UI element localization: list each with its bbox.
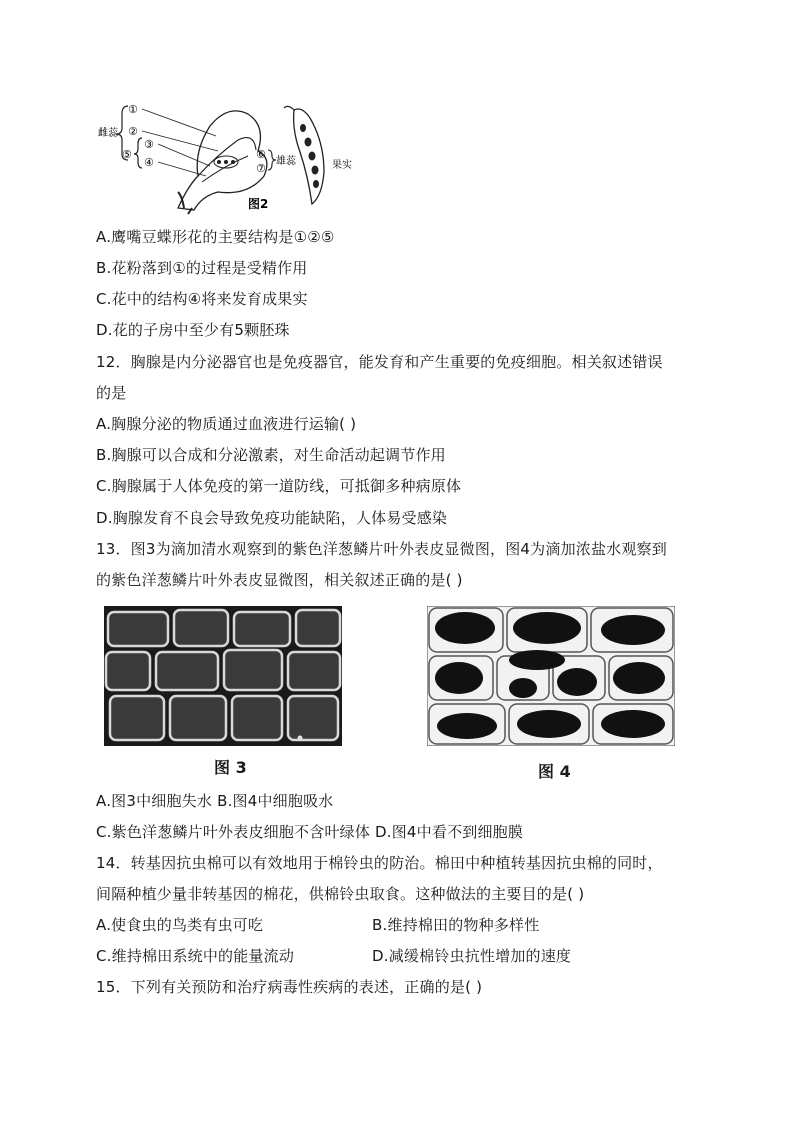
figure-3-micrograph	[104, 606, 342, 746]
q12-option-a: A.胸腺分泌的物质通过血液进行运输( )	[96, 415, 357, 433]
q11-option-c: C.花中的结构④将来发育成果实	[96, 290, 308, 308]
label-stamen: 雄蕊	[276, 156, 296, 167]
q13-options-line2: C.紫色洋葱鳞片叶外表皮细胞不含叶绿体 D.图4中看不到细胞膜	[96, 823, 524, 841]
q12-option-d: D.胸腺发育不良会导致免疫功能缺陷，人体易受感染	[96, 509, 448, 527]
q13-stem-line2: 的紫色洋葱鳞片叶外表皮显微图，相关叙述正确的是( )	[96, 571, 463, 589]
q11-option-d: D.花的子房中至少有5颗胚珠	[96, 321, 290, 339]
marker-4: ④	[144, 156, 154, 169]
q12-stem-line1: 12．胸腺是内分泌器官也是免疫器官，能发育和产生重要的免疫细胞。相关叙述错误	[96, 353, 663, 371]
marker-6: ⑥	[256, 148, 266, 161]
q14-option-d: D.减缓棉铃虫抗性增加的速度	[372, 947, 572, 965]
q11-option-a: A.鹰嘴豆蝶形花的主要结构是①②⑤	[96, 228, 335, 246]
q14-option-c: C.维持棉田系统中的能量流动	[96, 947, 295, 965]
figure-3-caption: 图 3	[214, 758, 247, 777]
q12-option-b: B.胸腺可以合成和分泌激素，对生命活动起调节作用	[96, 446, 446, 464]
q14-option-a: A.使食虫的鸟类有虫可吃	[96, 916, 264, 934]
figure-2-caption: 图2	[248, 197, 269, 211]
marker-1: ①	[128, 103, 138, 116]
marker-3: ③	[144, 138, 154, 151]
marker-5: ⑤	[122, 148, 132, 161]
q14-stem-line2: 间隔种植少量非转基因的棉花，供棉铃虫取食。这种做法的主要目的是( )	[96, 885, 585, 903]
marker-2: ②	[128, 125, 138, 138]
label-fruit: 果实	[332, 160, 352, 171]
q13-stem-line1: 13．图3为滴加清水观察到的紫色洋葱鳞片叶外表皮显微图，图4为滴加浓盐水观察到	[96, 540, 667, 558]
q14-stem-line1: 14．转基因抗虫棉可以有效地用于棉铃虫的防治。棉田中种植转基因抗虫棉的同时，	[96, 854, 663, 872]
figure-4-micrograph	[427, 606, 675, 746]
q12-option-c: C.胸腺属于人体免疫的第一道防线，可抵御多种病原体	[96, 477, 462, 495]
q15-stem: 15．下列有关预防和治疗病毒性疾病的表述，正确的是( )	[96, 978, 483, 996]
label-pistil: 雌蕊	[98, 128, 118, 139]
q11-option-b: B.花粉落到①的过程是受精作用	[96, 259, 308, 277]
figure-2-flower-diagram	[98, 96, 368, 216]
q13-options-line1: A.图3中细胞失水 B.图4中细胞吸水	[96, 792, 334, 810]
marker-7: ⑦	[256, 162, 266, 175]
q14-option-b: B.维持棉田的物种多样性	[372, 916, 540, 934]
q12-stem-line2: 的是	[96, 384, 127, 402]
figure-4-caption: 图 4	[538, 762, 571, 781]
